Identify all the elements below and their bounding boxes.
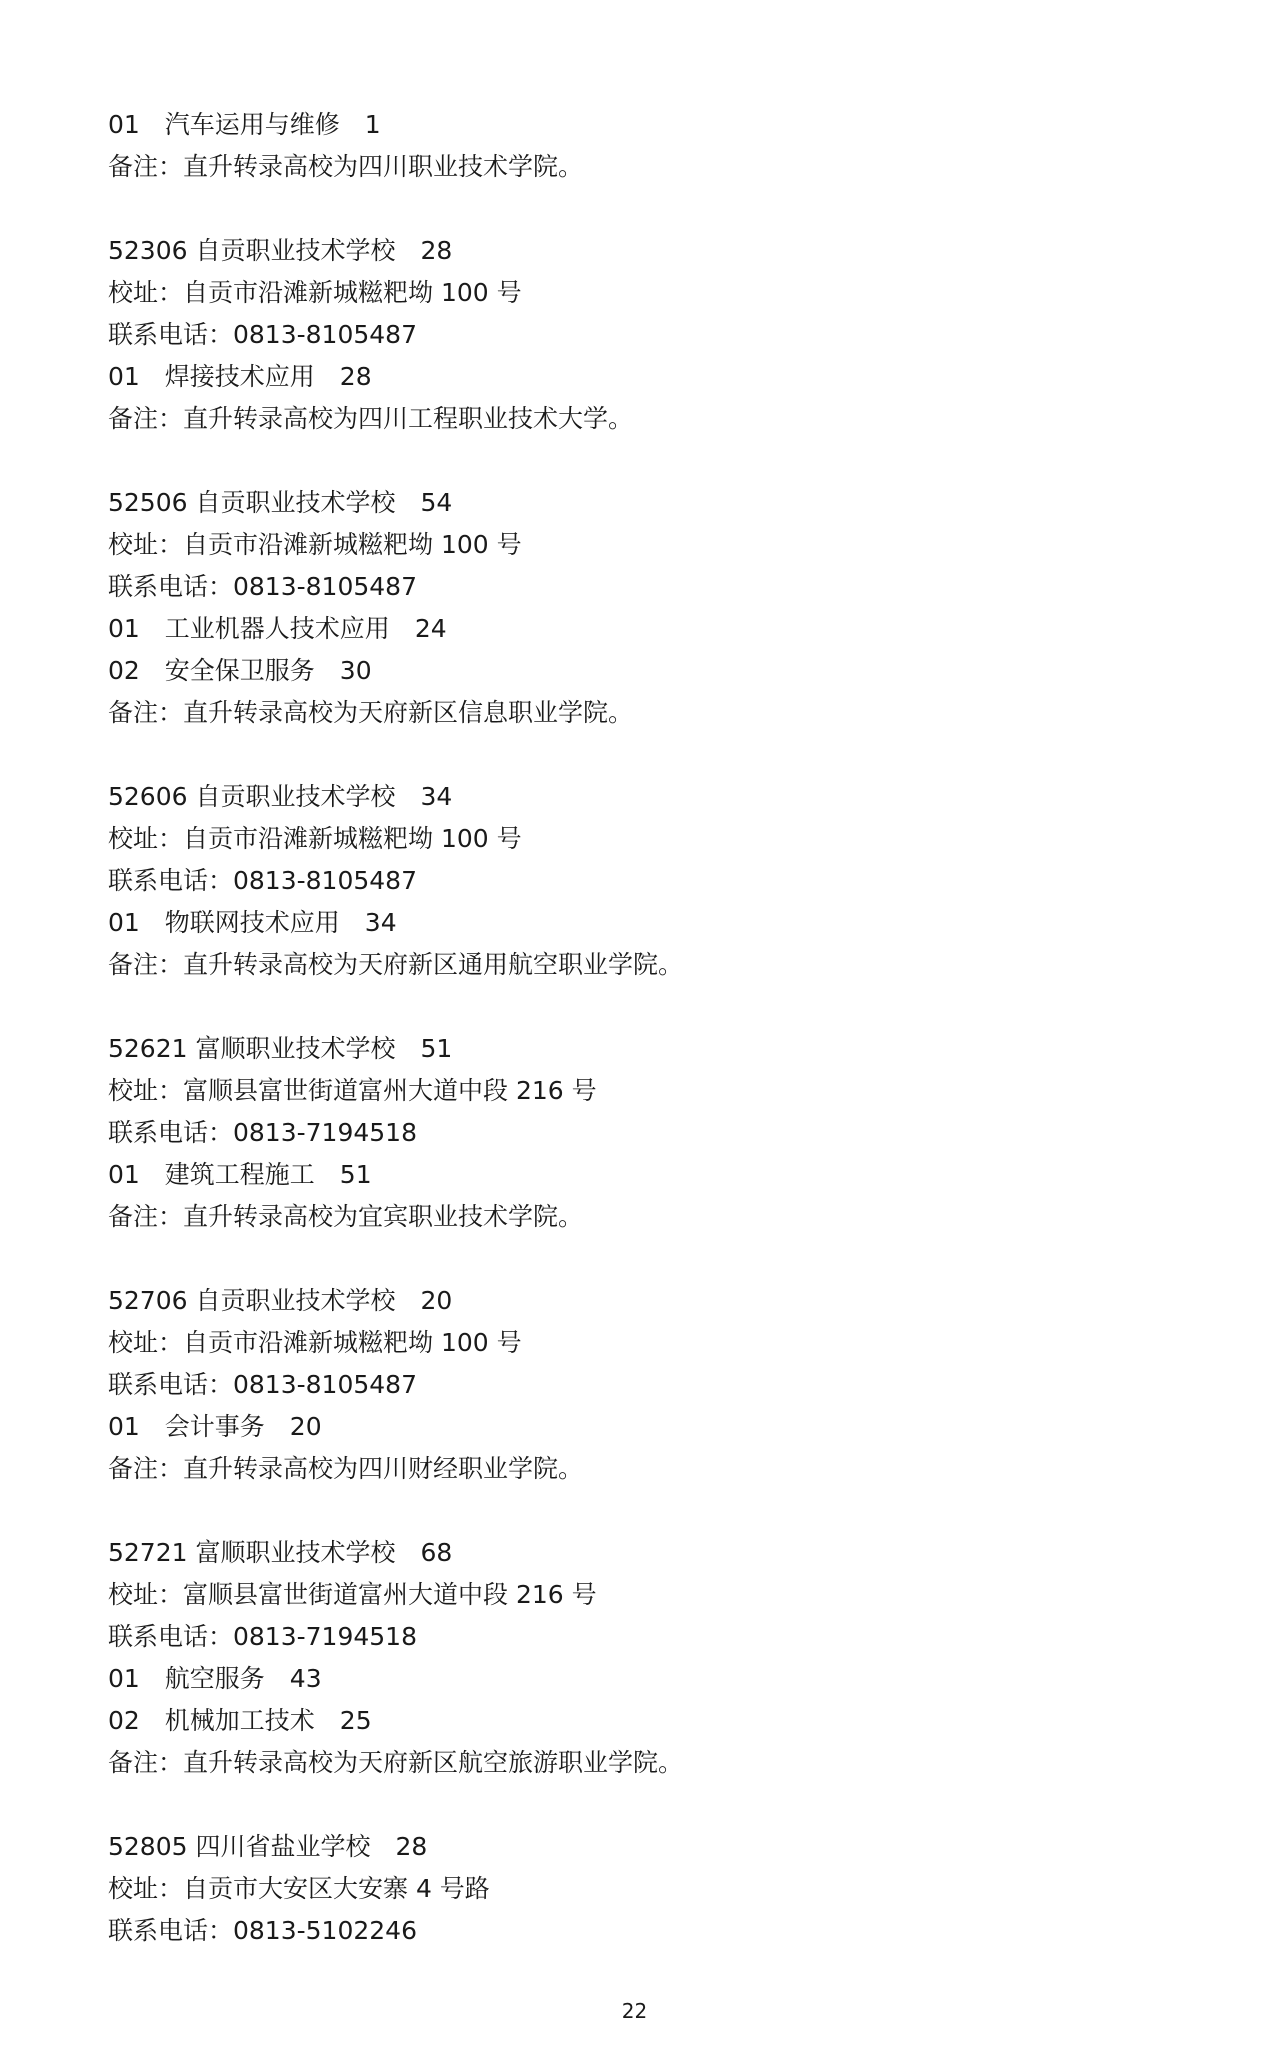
text-line: 备注：直升转录高校为天府新区信息职业学院。 (108, 698, 634, 727)
text-line: 备注：直升转录高校为四川工程职业技术大学。 (108, 404, 634, 433)
blank-line (108, 1490, 1168, 1532)
text-line: 联系电话：0813-8105487 (108, 320, 417, 349)
text-line: 校址：自贡市沿滩新城糍粑坳 100 号 (108, 824, 522, 853)
text-line: 联系电话：0813-7194518 (108, 1118, 417, 1147)
text-line: 52721 富顺职业技术学校 68 (108, 1538, 453, 1567)
text-line: 备注：直升转录高校为四川财经职业学院。 (108, 1454, 584, 1483)
text-line: 52706 自贡职业技术学校 20 (108, 1286, 453, 1315)
text-line: 校址：自贡市沿滩新城糍粑坳 100 号 (108, 530, 522, 559)
text-line: 校址：自贡市沿滩新城糍粑坳 100 号 (108, 278, 522, 307)
text-line: 备注：直升转录高校为天府新区通用航空职业学院。 (108, 950, 684, 979)
text-line: 01 工业机器人技术应用 24 (108, 614, 447, 643)
text-line: 01 汽车运用与维修 1 (108, 110, 381, 139)
blank-line (108, 1238, 1168, 1280)
text-line: 备注：直升转录高校为四川职业技术学院。 (108, 152, 584, 181)
text-line: 01 航空服务 43 (108, 1664, 322, 1693)
text-line: 联系电话：0813-5102246 (108, 1916, 417, 1945)
blank-line (108, 440, 1168, 482)
text-line: 校址：自贡市沿滩新城糍粑坳 100 号 (108, 1328, 522, 1357)
text-line: 联系电话：0813-7194518 (108, 1622, 417, 1651)
text-line: 备注：直升转录高校为天府新区航空旅游职业学院。 (108, 1748, 684, 1777)
text-line: 52805 四川省盐业学校 28 (108, 1832, 428, 1861)
text-line: 01 物联网技术应用 34 (108, 908, 397, 937)
text-line: 52306 自贡职业技术学校 28 (108, 236, 453, 265)
text-line: 校址：自贡市大安区大安寨 4 号路 (108, 1874, 490, 1903)
text-line: 校址：富顺县富世街道富州大道中段 216 号 (108, 1076, 597, 1105)
text-line: 02 机械加工技术 25 (108, 1706, 372, 1735)
blank-line (108, 734, 1168, 776)
text-line: 52506 自贡职业技术学校 54 (108, 488, 453, 517)
text-line: 52621 富顺职业技术学校 51 (108, 1034, 453, 1063)
page-number: 22 (621, 1999, 648, 2023)
text-line: 01 建筑工程施工 51 (108, 1160, 372, 1189)
text-line: 联系电话：0813-8105487 (108, 1370, 417, 1399)
text-line: 联系电话：0813-8105487 (108, 866, 417, 895)
text-line: 01 焊接技术应用 28 (108, 362, 372, 391)
text-line: 校址：富顺县富世街道富州大道中段 216 号 (108, 1580, 597, 1609)
text-line: 02 安全保卫服务 30 (108, 656, 372, 685)
blank-line (108, 188, 1168, 230)
blank-line (108, 1784, 1168, 1826)
text-line: 备注：直升转录高校为宜宾职业技术学院。 (108, 1202, 584, 1231)
text-line: 52606 自贡职业技术学校 34 (108, 782, 453, 811)
text-line: 联系电话：0813-8105487 (108, 572, 417, 601)
document-body (108, 104, 1168, 1952)
blank-line (108, 986, 1168, 1028)
text-line: 01 会计事务 20 (108, 1412, 322, 1441)
